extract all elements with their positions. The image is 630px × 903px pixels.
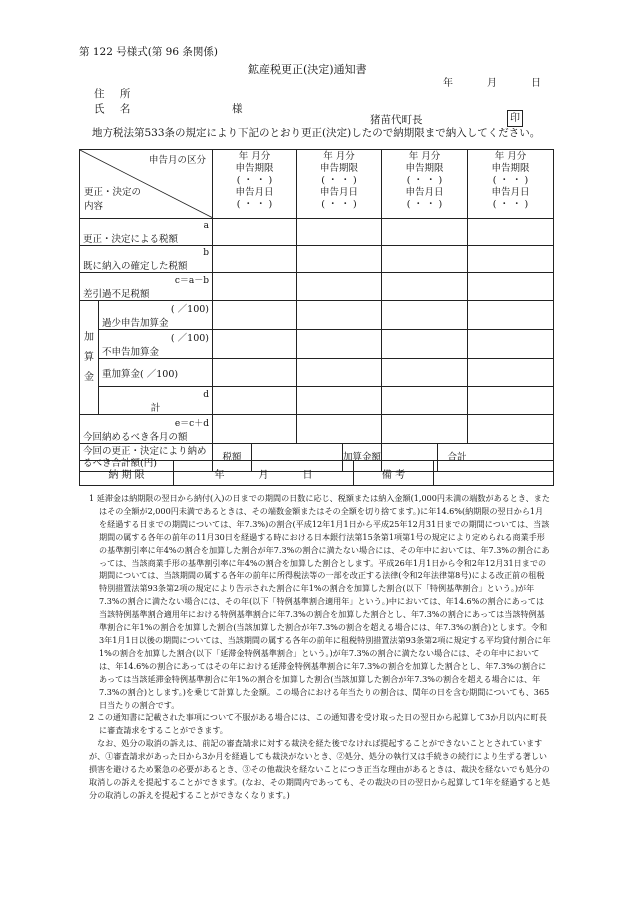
row-label: 更正・決定による税額 <box>83 234 179 245</box>
payment-deadline-table <box>79 460 554 486</box>
total-label: 今回の更正・決定により納めるべき合計額(円) <box>80 444 213 472</box>
assessment-table <box>79 149 554 472</box>
date-day: 日 <box>531 78 541 89</box>
honorific: 様 <box>232 103 243 115</box>
row-label: 差引過不足税額 <box>83 289 150 300</box>
note-1: 1 延滞金は納期限の翌日から納付(入)の日までの期間の日数に応じ、税額または納入金額(1,000円未満の端数があるとき、またはその全額が2,000円未満であるときは、その端数金額またはその全額を切り捨てます。)に年14.6%(納期限の翌日から1月を経過する日までの期間については、年7.3%)の割合(平成12年1月1日から平成25年12月31日までの期間については、当該期間の属する各年の前年の11月30日を経過する時における日本銀行法第15条第1項第1号の規定により定められる商業手形の基準割引率に年4%の割合を加算した割合が年7.3%の割合に満たない場合には、その年中においては、年7.3%の割合にあっては、当該商業手形の基準割引率に年4%の割合を加算した割合とします。平成26年1月1日から令和2年12月31日までの期間については、当該期間の属する各年の前年に所得税法等の一部を改正する法律(令和2年法律第8号)による改正前の租税特別措置法第93条第2項の規定により告示された割合に年1%の割合を加算した割合(以下「特例基準割合」という。)が年7.3%の割合に満たない場合には、その年(以下「特例基準割合適用年」という。)中においては、年14.6%の割合にあっては当該特例基準割合適用年における特例基準割合に年7.3%の割合を加算した割合とし、年7.3%の割合にあっては当該特例基準割合に年1%の割合を加算した割合(当該加算した割合が年7.3%の割合を超える場合には、年7.3%の割合)とします。令和3年1月1日以後の期間については、当該期間の属する各年の前年に租税特別措置法第93条第2項に規定する平均貸付割合に年1%の割合を加算した割合(以下「延滞金特例基準割合」という。)が年7.3%の割合に満たない場合には、その年中においては、年14.6%の割合にあってはその年における延滞金特例基準割合に年7.3%の割合を加算した割合とし、年7.3%の割合にあっては当該延滞金特例基準割合に年1%の割合を加算した割合(当該加算した割合が年7.3%の割合を超える場合には、年7.3%の割合)とします。)を乗じて計算した金額。この場合における年当たりの割合は、閏年の日を含む期間についても、365日当たりの割合です。 <box>89 493 551 710</box>
table-row: ( ／100) 不申告加算金 <box>80 330 554 359</box>
remarks-value <box>434 461 554 486</box>
table-row: b 既に納入の確定した税額 <box>80 246 554 273</box>
row-label: 過少申告加算金 <box>102 318 169 329</box>
corner-top-label: 申告月の区分 <box>148 155 206 166</box>
payment-deadline-date: 年 月 日 <box>174 461 354 486</box>
table-corner-cell <box>80 150 213 219</box>
table-row: 加算金 ( ／100) 過少申告加算金 <box>80 301 554 330</box>
month-column-2: 年 月分 申告期限 ( ・ ・ ) 申告月日 ( ・ ・ ) <box>297 150 382 219</box>
form-number: 第 122 号様式(第 96 条関係) <box>79 46 218 58</box>
row-label: 重加算金( ／100) <box>102 368 179 380</box>
table-row <box>80 359 554 387</box>
month-column-3: 年 月分 申告期限 ( ・ ・ ) 申告月日 ( ・ ・ ) <box>382 150 468 219</box>
note-3: なお、処分の取消の訴えは、前記の審査請求に対する裁決を経た後でなければ提起することができないこととされていますが、①審査請求があった日から3か月を経過しても裁決がないとき、②処分、処分の執行又は手続きの続行により生ずる著しい損害を避けるため緊急の必要があるとき、③その他裁決を経ないことにつき正当な理由があるときは、裁決を経ないでも処分の取消しの訴えを提起することができます。(なお、その期間内であっても、その裁決の日の翌日から起算して1年を経過すると処分の取消しの訴えを提起することができなくなります。) <box>89 738 550 800</box>
issue-date <box>443 74 541 89</box>
table-row: e＝c＋d 今回納めるべき各月の額 <box>80 415 554 444</box>
table-row: d 計 <box>80 387 554 415</box>
document-title: 鉱産税更正(決定)通知書 <box>248 63 367 76</box>
month-column-1: 年 月分 申告期限 ( ・ ・ ) 申告月日 ( ・ ・ ) <box>213 150 297 219</box>
note-2: 2 この通知書に記載された事項について不服がある場合には、この通知書を受け取った日の翌日から起算して3か月以内に町長に審査請求をすることができます。 <box>89 712 547 736</box>
issuer-mayor: 猪苗代町長 <box>370 114 423 126</box>
penalty-group-label: 加算金 <box>80 301 99 415</box>
penalty-amount-label: 加算金額 <box>342 444 381 471</box>
address-label: 住 所 <box>94 88 137 100</box>
sum-label: 合計 <box>437 444 476 471</box>
notes-section <box>89 492 551 802</box>
corner-bottom-label: 更正・決定の内容 <box>84 187 142 212</box>
row-label: 計 <box>150 403 161 414</box>
row-label: 不申告加算金 <box>102 347 160 358</box>
row-label: 今回納めるべき各月の額 <box>83 432 188 443</box>
name-label: 氏 名 <box>94 103 137 115</box>
tax-amount-label: 税額 <box>213 444 252 471</box>
payment-deadline-label: 納 期 限 <box>80 461 174 486</box>
date-month: 月 <box>487 78 497 89</box>
table-row: a 更正・決定による税額 <box>80 219 554 246</box>
official-seal: 印 <box>507 110 523 127</box>
month-column-4: 年 月分 申告期限 ( ・ ・ ) 申告月日 ( ・ ・ ) <box>468 150 554 219</box>
notice-text: 地方税法第533条の規定により下記のとおり更正(決定)したので納期限まで納入してください。 <box>92 127 541 139</box>
remarks-label: 備 考 <box>354 461 434 486</box>
date-year: 年 <box>443 78 453 89</box>
table-row: c＝a－b 差引過不足税額 <box>80 273 554 301</box>
row-label: 既に納入の確定した税額 <box>83 261 188 272</box>
